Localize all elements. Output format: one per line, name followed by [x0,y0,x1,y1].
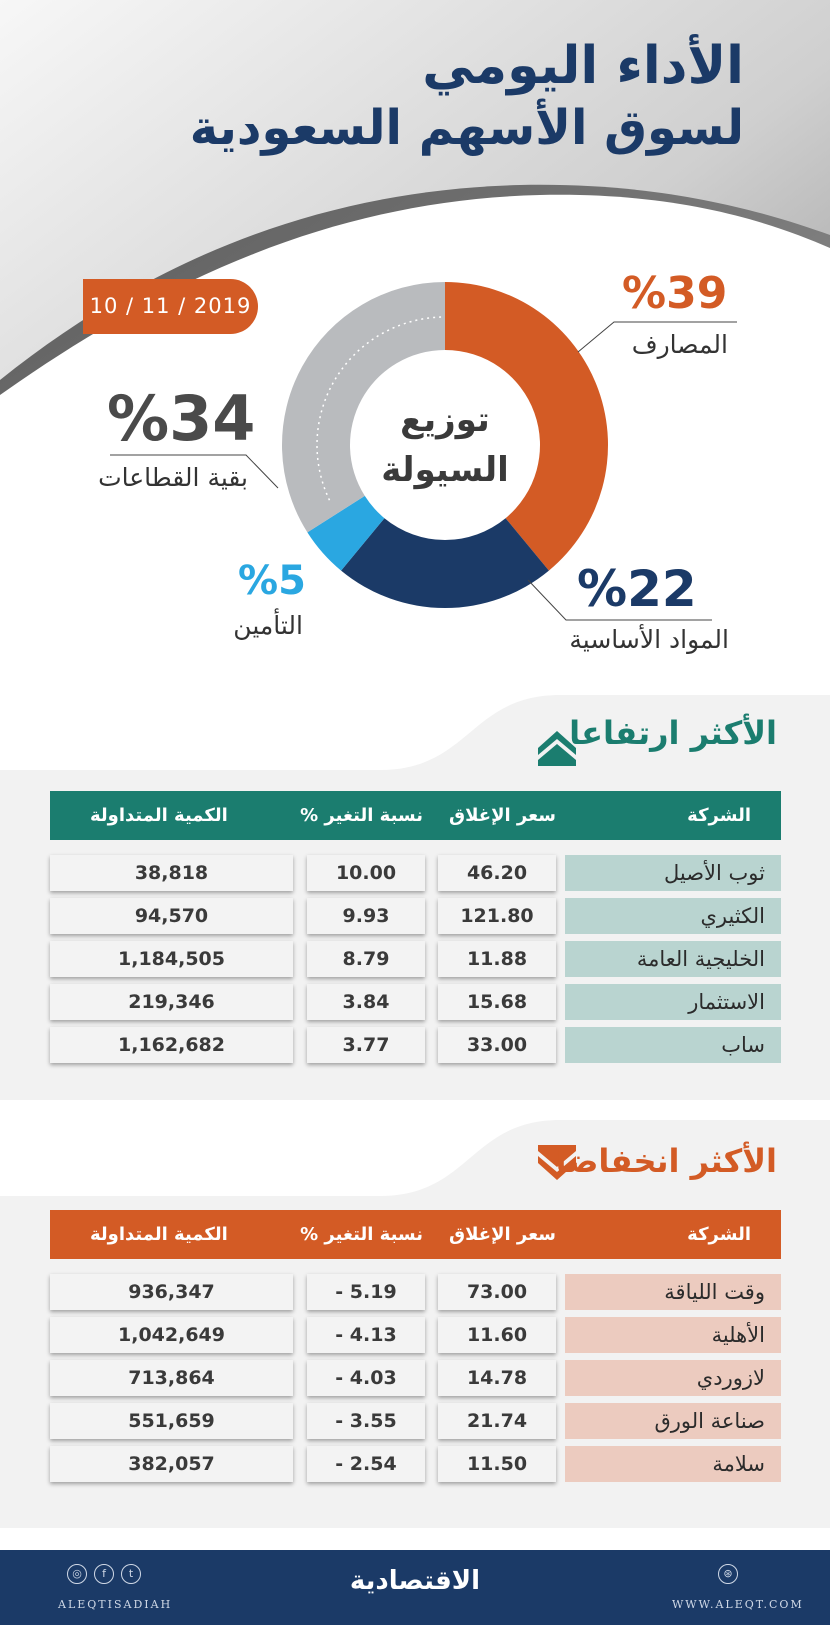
hero-section [0,0,830,690]
change-pct: 3.77 [307,1027,425,1063]
page-title-line1: الأداء اليومي [422,36,744,96]
change-pct: 10.00 [307,855,425,891]
traded-volume: 936,347 [50,1274,293,1310]
change-pct: 9.93 [307,898,425,934]
table-row [50,941,781,977]
traded-volume: 1,042,649 [50,1317,293,1353]
instagram-icon[interactable]: ◎ [67,1564,87,1584]
slice-label-materials: المواد الأساسية [569,625,729,654]
company-name: ثوب الأصيل [565,855,781,891]
close-price: 14.78 [438,1360,556,1396]
company-name: وقت اللياقة [565,1274,781,1310]
close-price: 11.60 [438,1317,556,1353]
change-pct: 3.84 [307,984,425,1020]
footer [0,1550,830,1625]
table-row [50,855,781,891]
chart-title: توزيع السيولة [381,400,509,490]
col-change: نسبة التغير % [300,805,423,826]
close-price: 11.88 [438,941,556,977]
losers-title: الأكثر انخفاضا [555,1142,777,1180]
close-price: 46.20 [438,855,556,891]
traded-volume: 1,184,505 [50,941,293,977]
gainers-title: الأكثر ارتفاعا [569,714,777,752]
col-change: نسبة التغير % [300,1224,423,1245]
table-row [50,1317,781,1353]
traded-volume: 94,570 [50,898,293,934]
gainers-table-header [50,791,781,840]
company-name: الاستثمار [565,984,781,1020]
facebook-icon[interactable]: f [94,1564,114,1584]
company-name: الخليجية العامة [565,941,781,977]
company-name: الكثيري [565,898,781,934]
traded-volume: 713,864 [50,1360,293,1396]
company-name: ساب [565,1027,781,1063]
slice-pct-insurance: %5 [238,558,306,604]
traded-volume: 219,346 [50,984,293,1020]
traded-volume: 1,162,682 [50,1027,293,1063]
date-badge: 10 / 11 / 2019 [83,279,258,334]
page-title-line2: لسوق الأسهم السعودية [189,100,744,156]
close-price: 21.74 [438,1403,556,1439]
col-volume: الكمية المتداولة [90,1224,228,1245]
close-price: 73.00 [438,1274,556,1310]
col-volume: الكمية المتداولة [90,805,228,826]
change-pct: 8.79 [307,941,425,977]
col-close: سعر الإغلاق [449,805,556,826]
website-link[interactable]: WWW.ALEQT.COM [672,1598,804,1611]
table-row [50,1027,781,1063]
change-pct: - 5.19 [307,1274,425,1310]
slice-label-others: بقية القطاعات [98,463,248,492]
social-handle: ALEQTISADIAH [58,1598,173,1611]
change-pct: - 4.03 [307,1360,425,1396]
slice-label-insurance: التأمين [233,611,303,640]
close-price: 33.00 [438,1027,556,1063]
table-row [50,1446,781,1482]
slice-label-banks: المصارف [631,330,728,359]
company-name: سلامة [565,1446,781,1482]
company-name: صناعة الورق [565,1403,781,1439]
col-company: الشركة [687,805,751,826]
table-row [50,1403,781,1439]
table-row [50,898,781,934]
table-row [50,1274,781,1310]
twitter-icon[interactable]: t [121,1564,141,1584]
close-price: 121.80 [438,898,556,934]
change-pct: - 2.54 [307,1446,425,1482]
col-close: سعر الإغلاق [449,1224,556,1245]
slice-pct-materials: %22 [577,560,697,618]
slice-pct-others: %34 [107,382,256,455]
traded-volume: 38,818 [50,855,293,891]
change-pct: - 3.55 [307,1403,425,1439]
close-price: 15.68 [438,984,556,1020]
close-price: 11.50 [438,1446,556,1482]
traded-volume: 551,659 [50,1403,293,1439]
losers-table-header [50,1210,781,1259]
company-name: الأهلية [565,1317,781,1353]
brand-logo: الاقتصادية [349,1566,481,1596]
slice-pct-banks: %39 [622,268,728,319]
change-pct: - 4.13 [307,1317,425,1353]
globe-icon[interactable]: ⊛ [718,1564,738,1584]
traded-volume: 382,057 [50,1446,293,1482]
col-company: الشركة [687,1224,751,1245]
table-row [50,1360,781,1396]
company-name: لازوردي [565,1360,781,1396]
table-row [50,984,781,1020]
